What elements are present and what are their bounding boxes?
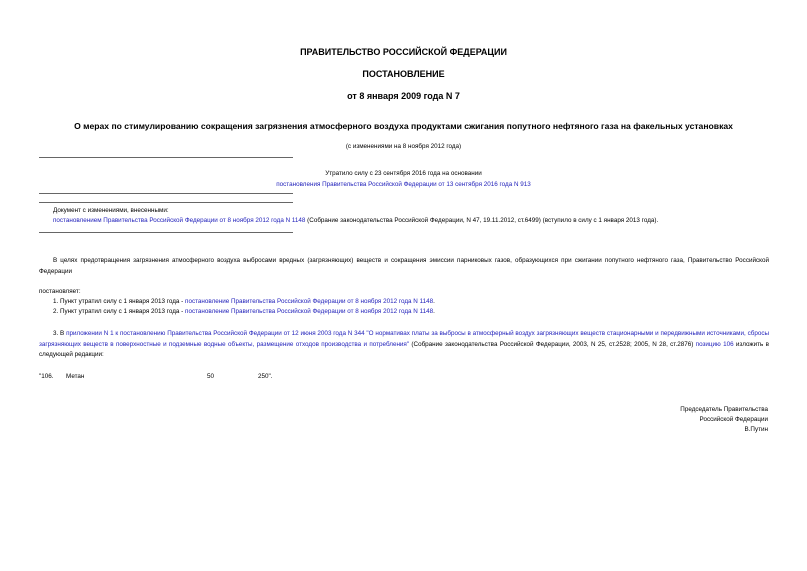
divider xyxy=(39,157,293,158)
divider xyxy=(39,193,293,194)
item-1 xyxy=(53,298,435,305)
divider xyxy=(39,232,293,233)
item-1-end: . xyxy=(433,298,435,305)
item-2-link[interactable]: постановление Правительства Российской Федерации от 8 ноября 2012 года N 1148 xyxy=(185,308,434,315)
amendments-label: Документ с изменениями, внесенными: xyxy=(53,207,169,214)
item-1-text: 1. Пункт утратил силу с 1 января 2013 года - xyxy=(53,298,186,305)
position-value-1: 50 xyxy=(207,373,215,380)
position-substance: Метан xyxy=(66,373,85,380)
document-type-heading: ПОСТАНОВЛЕНИЕ xyxy=(362,69,445,79)
position-value-2: 250". xyxy=(258,373,273,380)
item-2 xyxy=(53,308,435,315)
document-title: О мерах по стимулированию сокращения загрязнения атмосферного воздуха продуктами сжигания попутного нефтяного газа на факельных установках xyxy=(74,121,733,131)
divider xyxy=(39,202,293,203)
decree-word: постановляет: xyxy=(39,288,81,295)
item-1-link[interactable]: постановление Правительства Российской Федерации от 8 ноября 2012 года N 1148 xyxy=(185,298,434,305)
expiry-text: Утратило силу с 23 сентября 2016 года на основании xyxy=(325,170,482,177)
item-3-prefix: 3. В xyxy=(53,330,67,337)
date-number-heading: от 8 января 2009 года N 7 xyxy=(347,91,460,101)
amendments-line xyxy=(53,217,658,224)
item-3-link[interactable]: приложении N 1 к постановлению Правительства Российской Федерации от 12 июня 2003 года N 344 "О нормативах платы за выбросы в атмосферный воздух загрязняющих веществ стационарными и передвижными источниками, сбросы загрязняющих веществ в поверхностные и подземные водные объекты, размещение отходов производства и потребления" xyxy=(39,330,769,348)
edition-note: (с изменениями на 8 ноября 2012 года) xyxy=(345,143,462,150)
position-number: "106. xyxy=(39,373,54,380)
item-2-text: 2. Пункт утратил силу с 1 января 2013 года - xyxy=(53,308,186,315)
signature-block xyxy=(680,405,768,435)
item-3-middle: (Собрание законодательства Российской Федерации, 2003, N 25, ст.2528; 2005, N 28, ст.2876) xyxy=(409,340,696,348)
item-3-position-link[interactable]: позицию 106 xyxy=(695,340,734,348)
intro-paragraph: В целях предотвращения загрязнения атмосферного воздуха выбросами вредных (загрязняющих) веществ и сокращения эмиссии парниковых газов, образующихся при сжигании попутного нефтяного газа, Правительство Российской Федерации xyxy=(39,257,769,275)
item-2-end: . xyxy=(433,308,435,315)
government-heading: ПРАВИТЕЛЬСТВО РОССИЙСКОЙ ФЕДЕРАЦИИ xyxy=(300,47,507,57)
signature-country: Российской Федерации xyxy=(699,416,768,423)
expiry-link[interactable]: постановления Правительства Российской Федерации от 13 сентября 2016 года N 913 xyxy=(276,181,531,188)
amendment-link[interactable]: постановлением Правительства Российской Федерации от 8 ноября 2012 года N 1148 xyxy=(53,217,306,224)
signature-title: Председатель Правительства xyxy=(680,406,768,413)
signature-name: В.Путин xyxy=(744,426,768,433)
item-3-end: изложить в следующей редакции: xyxy=(39,340,769,358)
amendment-details: (Собрание законодательства Российской Федерации, N 47, 19.11.2012, ст.6499) (вступило в силу с 1 января 2013 года). xyxy=(305,217,659,224)
item-3 xyxy=(39,329,769,361)
